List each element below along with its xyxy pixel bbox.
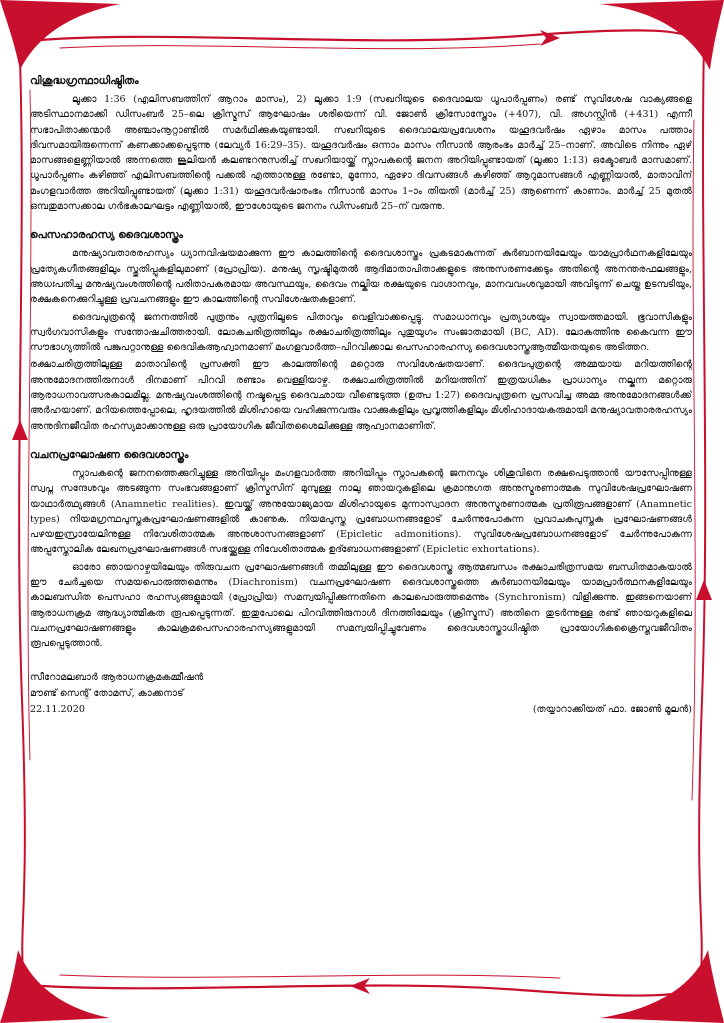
paragraph: സ്നാപകന്റെ ജനനത്തെക്കുറിച്ചുള്ള അറിയിപ്പും മംഗളവാർത്ത അറിയിപ്പും സ്നാപകന്റെ ജനനവും ശിശുവിനെ രക്ഷപെടുത്താൻ യൗസേപ്പിനുള്ള സ്വപ്ന സന്ദേശവും അടങ്ങുന്ന സംഭവങ്ങളാണ് ക്രിസ്മസിന് മുമ്പുള്ള നാലു ഞായറുകളിലെ ക്രമാനുഗത അനുസ്മരണാത്മക സുവിശേഷപ്രഘോഷണ യാഥാർത്ഥ്യങ്ങൾ (Anamnetic realities). ഇവയ്ക്ക് അനുയോജ്യമായ മിശിഹായുടെ മുന്നാസ്വാദന അനുസ്മരണാത്മക പ്രതിരൂപങ്ങളാണ് (Anamnetic types) നിയമഗ്രന്ഥപുസ്തകപ്രഘോഷണങ്ങളിൽ കാണുക. നിയമപുസ്ത പ്രബോധനങ്ങളോട് ചേർന്നുപോകുന്ന പ്രവാചകപുസ്തക പ്രഘോഷണങ്ങൾ പഴയഇസ്രായേലിനുള്ള നിവേശിതാത്മക അനുശാസനങ്ങളാണ് (Epicletic admonitions). സുവിശേഷപ്രബോധനങ്ങളോട് ചേർന്നുപോകുന്ന അപ്പസ്തോലിക ലേഖനപ്രഘോഷണങ്ങൾ സഭയ്ക്കുള്ള നിവേശിതാത്മക ഉദ്ബോധനങ്ങളാണ് (Epicletic exhortations). [30, 467, 692, 556]
section-word-theology [30, 448, 692, 652]
org-name: സീറോമലബാർ ആരാധനക്രമകമ്മീഷൻ [30, 671, 204, 683]
paragraph: ലൂക്കാ 1:36 (എലിസബത്തിന് ആറാം മാസം), 2) ലൂക്കാ 1:9 (സഖറിയുടെ ദൈവാലയ ധൂപാർപ്പണം) രണ്ട് സുവിശേഷ വാക്യങ്ങളെ അടിസ്ഥാനമാക്കി ഡിസംബർ 25–ലെ ക്രിസ്മസ് ആഘോഷം ശരിയെന്ന് വി. ജോൺ ക്രിസോസ്തോം (+407), വി. അഗസ്റ്റിൻ (+431) എന്നീ സഭാപിതാക്കന്മാർ അഞ്ചാംനൂറ്റാണ്ടിൽ സമർഥിക്കുകയുണ്ടായി. സഖറിയുടെ ദൈവാലയപ്രവേശനം യഹൂദവർഷം ഏഴാം മാസം പത്താം ദിവസമായിരുന്നെന്ന് കണക്കാക്കപ്പെടുന്നു (ലേവ്യർ 16:29–35). യഹൂദവർഷം ഒന്നാം മാസം നീസാൻ ആരംഭം മാർച്ച് 25–നാണ്. അവിടെ നിന്നും ഏഴ് മാസങ്ങളെണ്ണിയാൽ അന്നത്തെ ജൂലിയൻ കലണ്ടറനുസരിച്ച് സഖറിയായ്ക്ക് സ്നാപകന്റെ ജനന അറിയിപ്പുണ്ടായത് (ലൂക്കാ 1:13) ഒക്ടോബർ മാസമാണ്. ധൂപാർപ്പണം കഴിഞ്ഞ് എലിസബത്തിന്റെ പക്കൽ എത്താനുള്ള രണ്ടോ, മൂന്നോ, ഏഴോ ദിവസങ്ങൾ കഴിഞ്ഞ് ആറുമാസങ്ങൾ എണ്ണിയാൽ, മാതാവിന് മംഗളവാർത്ത അറിയിപ്പുണ്ടായത് (ലൂക്കാ 1:31) യഹൂദവർഷാരംഭം നീസാൻ മാസം 1–ാം തിയതി (മാർച്ച് 25) ആണെന്ന് കാണാം. മാർച്ച് 25 മുതൽ ഒമ്പതുമാസക്കാല ഗർഭകാലഘട്ടം എണ്ണിയാൽ, ഈശോയുടെ ജനനം ഡിസംബർ 25–ന് വരുന്നു. [30, 94, 692, 213]
paragraph: ദൈവപുത്രന്റെ ജനനത്തിൽ പുത്രനും പുത്രനിലൂടെ പിതാവും വെളിവാക്കപ്പെട്ടു. സമാധാനവും പ്രത്യാശയും സ്വായത്തമായി. ഭൂവാസികളും സ്വർഗവാസികളും സന്തോഷചിത്തരായി. ലോകചരിത്രത്തിലും രക്ഷാചരിത്രത്തിലും പുതുയുഗം സംജാതമായി (BC, AD). ലോകത്തിനു കൈവന്ന ഈ സൗഭാഗ്യത്തിൽ പങ്കുപറ്റാനുള്ള ദൈവികആഹ്വാനമാണ് മംഗളവാർത്ത–പിറവിക്കാല പെസഹാരഹസ്യ ദൈവശാസ്ത്രആത്മീയതയുടെ അടിത്തറ. [30, 311, 692, 354]
paragraph: മനുഷ്യാവതാരരഹസ്യം ധ്യാനവിഷയമാക്കുന്ന ഈ കാലത്തിന്റെ ദൈവശാസ്ത്രം പ്രകടമാകുന്നത് കുർബാനയിലേയും യാമപ്രാർഥനകളിലേയും പ്രത്യേകഗീതങ്ങളിലും സ്തുതിപ്പുകളിലുമാണ് (പ്രോപ്രിയ). മനുഷ്യ സൃഷ്ടിമുതൽ ആദിമാതാപിതാക്കളുടെ അനുസരണക്കേടും അതിന്റെ അനന്തരഫലങ്ങളും, അധഃപതിച്ച മനുഷ്യവംശത്തിന്റെ പരിതാപകരമായ അവസ്ഥയും, ദൈവം നല്കിയ രക്ഷയുടെ വാഗ്ദാനവും, മാനവവംശവുമായി അവിടുന്ന് ചെയ്ത ഉടമ്പടിയും, രക്ഷകനെക്കുറിച്ചുള്ള പ്രവചനങ്ങളും ഈ കാലത്തിന്റെ സവിശേഷതകളാണ്. [30, 248, 692, 306]
section-scripture [30, 74, 692, 214]
section-heading: വചനപ്രഘോഷണ ദൈവശാസ്ത്രം [30, 448, 189, 461]
document-body [30, 74, 692, 974]
section-heading: പെസഹാരഹസ്യ ദൈവശാസ്ത്രം [30, 229, 184, 242]
section-heading: വിശുദ്ധഗ്രന്ഥാധിഷ്ഠിതം [30, 75, 139, 87]
paragraph: രക്ഷാചരിത്രത്തിലുള്ള മാതാവിന്റെ പ്രസക്തി ഈ കാലത്തിന്റെ മറ്റൊരു സവിശേഷതയാണ്. ദൈവപുത്രന്റെ അമ്മയായ മറിയത്തിന്റെ അനുമോദനത്തിരുനാൾ ദിനമാണ് പിറവി രണ്ടാം വെള്ളിയാഴ്ച. രക്ഷാചരിത്രത്തിൽ മറിയത്തിന് ഇത്രയധികം പ്രാധാന്യം നല്കുന്ന മറ്റൊരു ആരാധനാവത്സരകാലമില്ല. മനുഷ്യവംശത്തിന്റെ നഷ്ടപ്പെട്ട ദൈവഛായ വീണ്ടെടുത്ത (ഉത്പ 1:27) ദൈവപുത്രനെ പ്രസവിച്ച അമ്മ അനുമോദനങ്ങൾക്ക് അർഹയാണ്. മറിയത്തെപ്പോലെ, ഹൃദയത്തിൽ മിശിഹായെ വഹിക്കുന്നവരും വാക്കുകളിലും പ്രവൃത്തികളിലും മിശിഹാദായകരുമായി മനുഷ്യാവതാരരഹസ്യം അനുദിനജീവിത രഹസ്യമാക്കാനുള്ള ഒരു പ്രായോഗിക ജീവിതശൈലിക്കുള്ള ആഹ്വാനമാണിത്. [30, 359, 692, 432]
document-date: 22.11.2020 [30, 703, 85, 715]
org-address: മൗണ്ട് സെന്റ് തോമസ്, കാക്കനാട് [30, 687, 184, 699]
author-credit: (തയ്യാറാക്കിയത് ഫാ. ജോൺ മൂലൻ) [532, 703, 692, 715]
section-paschal-theology [30, 228, 692, 434]
paragraph: ഓരോ ഞായറാഴ്ചയിലേയും തിരുവചന പ്രഘോഷണങ്ങൾ തമ്മിലുള്ള ഈ ദൈവശാസ്ത്ര ആത്മബന്ധം രക്ഷാചരിത്രസമയ ബന്ധിതമാകയാൽ ഈ ചേർച്ചയെ സമയപൊരുത്തമെന്നും (Diachronism) വചനപ്രഘോഷണ ദൈവശാസ്ത്രത്തെ കുർബാനയിലേയും യാമപ്രാർത്ഥനകളിലേയും കാലബന്ധിത പെസഹാ രഹസ്യങ്ങളുമായി (പ്രോപ്രിയ) സമന്വയിപ്പിക്കുന്നതിനെ കാലപൊരുത്തമെന്നും (Synchronism) വിളിക്കുന്നു. ഇങ്ങനെയാണ് ആരാധനക്രമ ആദ്ധ്യാത്മികത രൂപപ്പെടുന്നത്. ഇതുപോലെ പിറവിത്തിരുനാൾ ദിനത്തിലേയും (ക്രിസ്മസ്) അതിനെ തുടർന്നുള്ള രണ്ട് ഞായറുകളിലെ വചനപ്രഘോഷണങ്ങളും കാലക്രമപെസഹാരഹസ്യങ്ങളുമായി സമന്വയിപ്പിച്ചുവേണം ദൈവശാസ്ത്രാധിഷ്ഠിത പ്രായോഗികക്രൈസ്തവജീവിതം രൂപപ്പെടുത്താൻ. [30, 561, 692, 650]
signature-block [30, 670, 692, 718]
signature-row [30, 702, 692, 718]
